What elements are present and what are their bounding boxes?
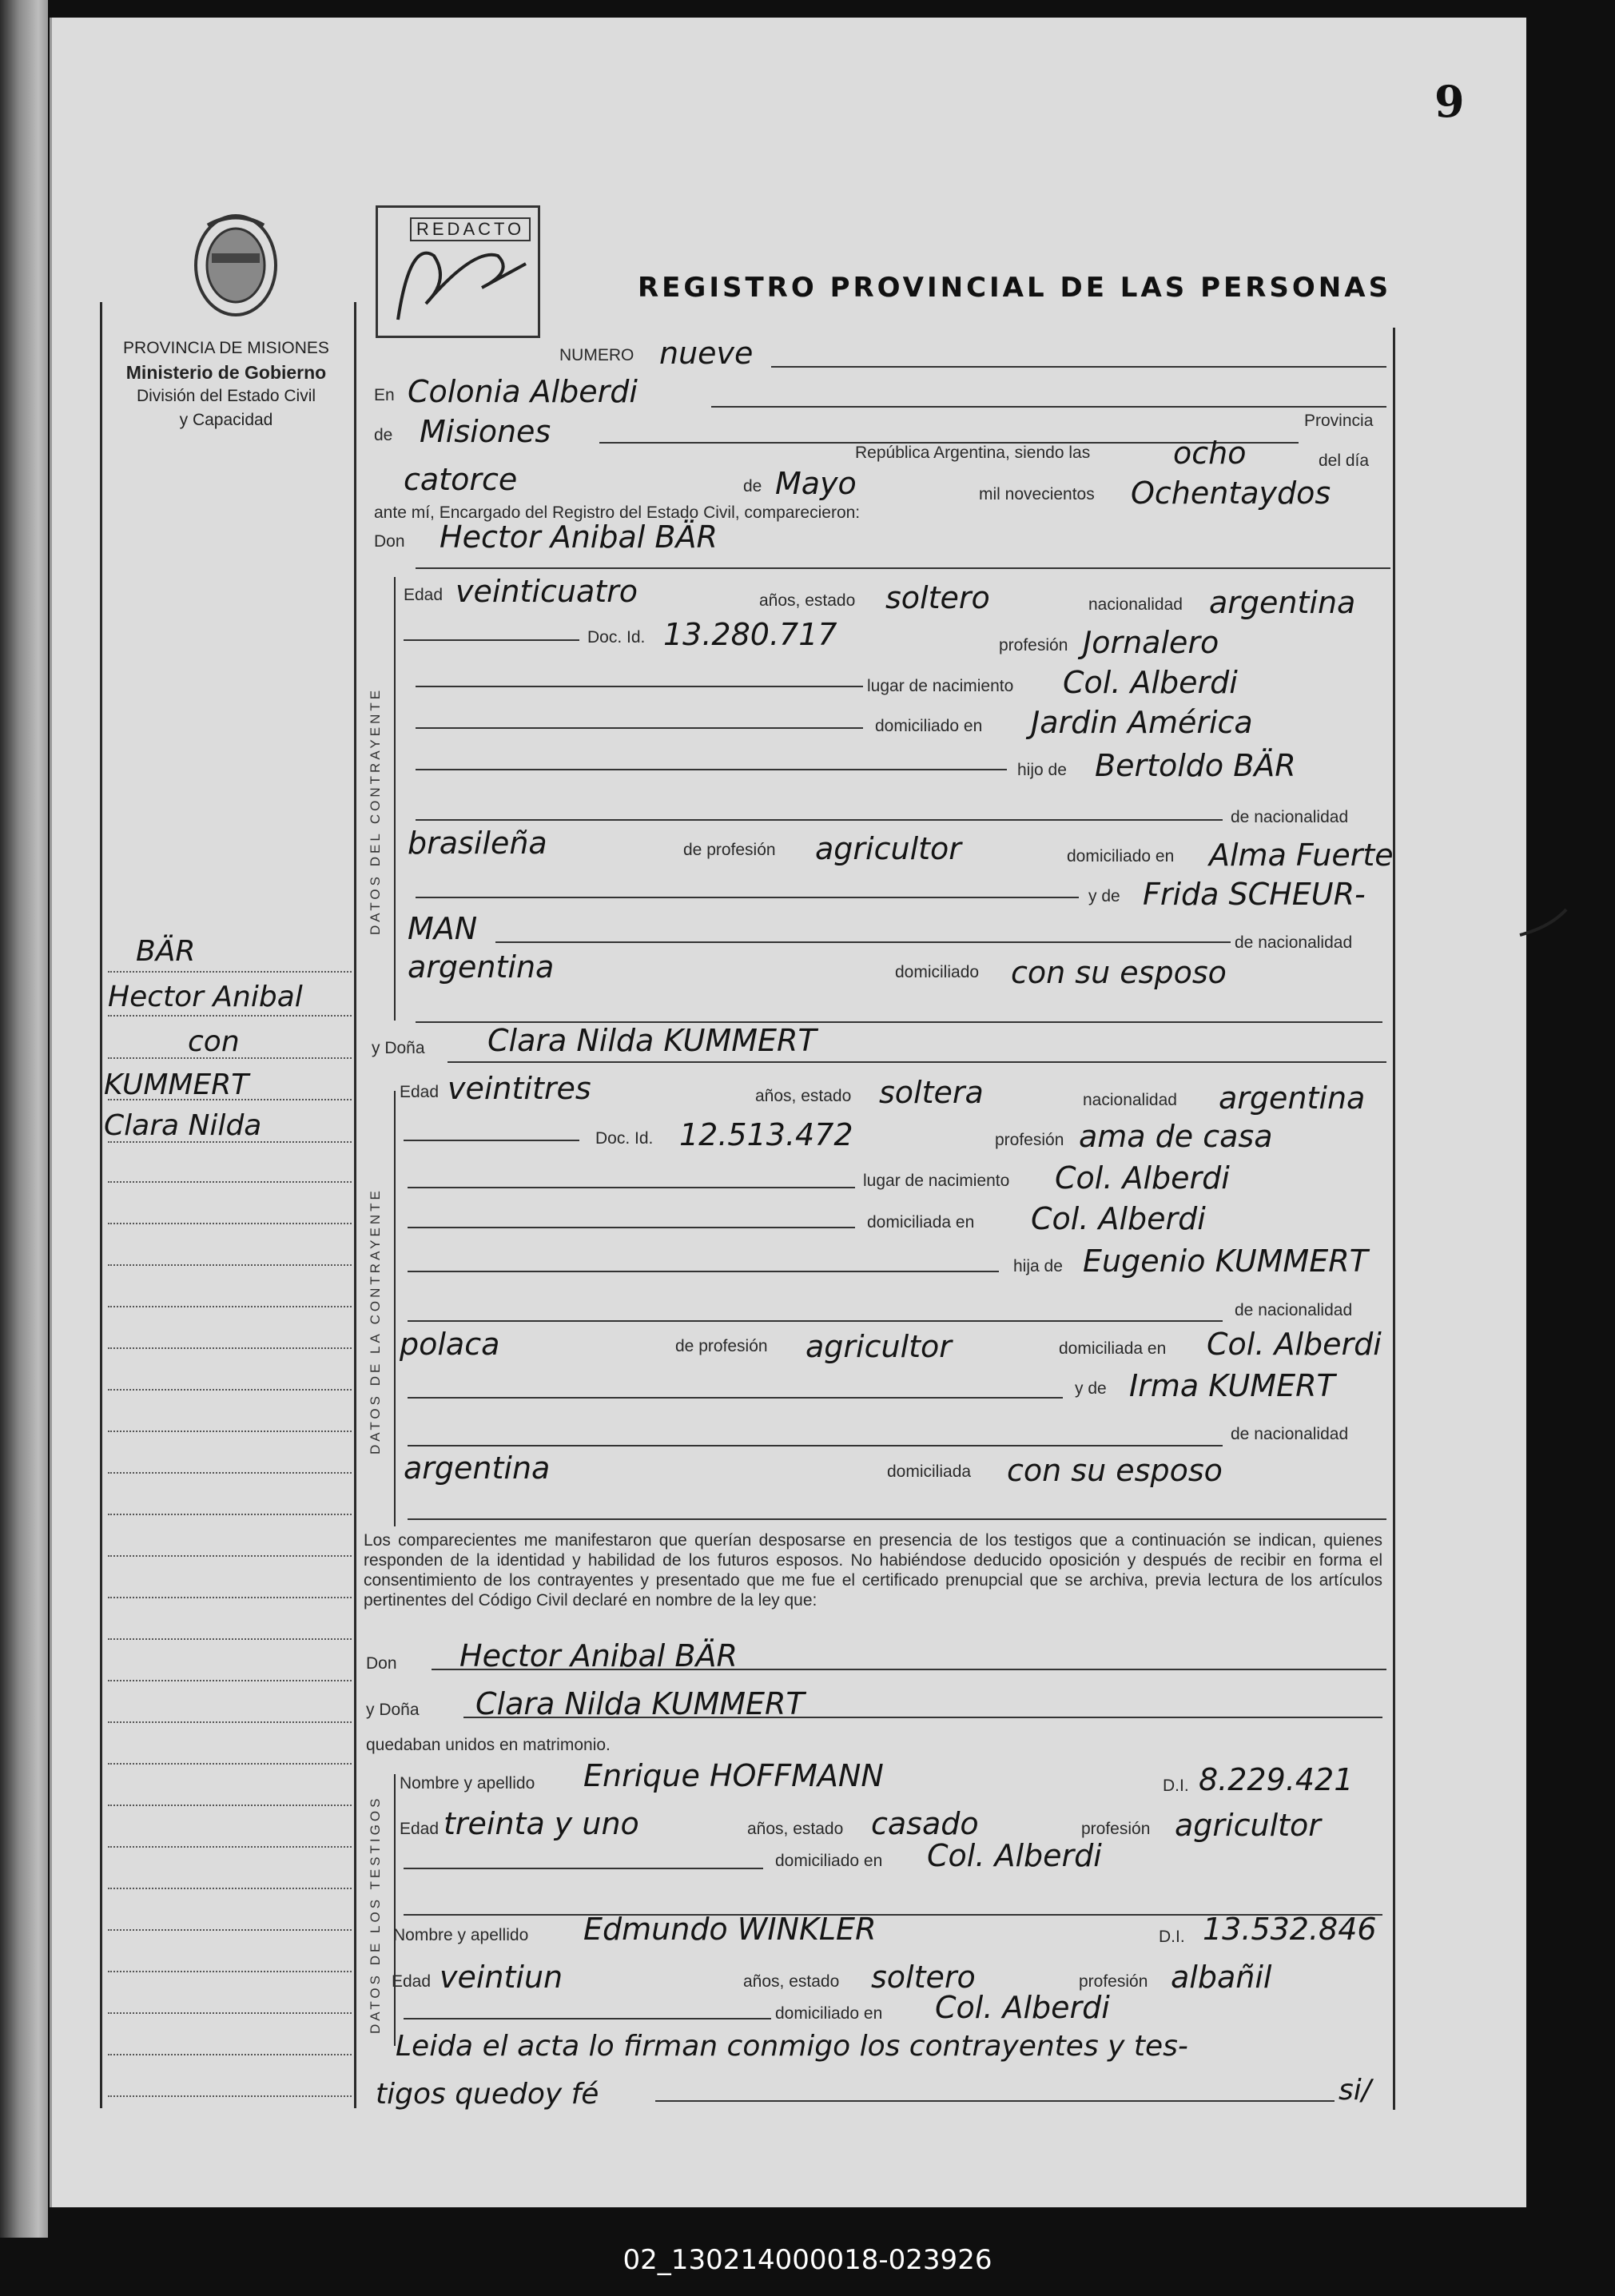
form-line — [416, 769, 1007, 770]
c1-bracket — [394, 577, 396, 1021]
t2-estado: soltero — [871, 1960, 976, 1995]
book-spine — [0, 0, 48, 2238]
provincia-value: Misiones — [420, 414, 551, 449]
decl-don-label: Don — [366, 1654, 397, 1673]
form-line — [416, 819, 1223, 821]
c1-hijo-label: hijo de — [1017, 761, 1067, 779]
t1-profesion: agricultor — [1175, 1808, 1321, 1843]
t1-anios-label: años, estado — [747, 1820, 844, 1838]
margin-rule — [108, 1389, 352, 1391]
t1-prof-label: profesión — [1081, 1820, 1151, 1838]
c2-padre-dom: Col. Alberdi — [1207, 1327, 1382, 1362]
form-line — [404, 1140, 579, 1141]
margin-annotation-name-2: Clara Nilda — [104, 1109, 262, 1142]
margin-rule — [108, 1181, 352, 1183]
t1-dom-label: domiciliado en — [775, 1852, 883, 1870]
t2-nombre: Edmundo WINKLER — [583, 1912, 877, 1947]
c2-doc-label: Doc. Id. — [595, 1129, 654, 1148]
c1-profesion: Jornalero — [1083, 625, 1219, 660]
form-line — [711, 406, 1386, 408]
form-line — [771, 366, 1386, 368]
c2-madre-nac: argentina — [404, 1450, 551, 1486]
c1-madre: Frida SCHEUR- — [1143, 877, 1366, 912]
margin-rule — [108, 1555, 352, 1557]
c2-de-nac2-label: de nacionalidad — [1231, 1425, 1349, 1443]
del-dia-label: del día — [1319, 452, 1370, 470]
margin-rule — [108, 1721, 352, 1723]
de-mes-label: de — [743, 477, 762, 495]
c2-hija-label: hija de — [1013, 1257, 1063, 1275]
provincia-label: Provincia — [1304, 412, 1374, 430]
margin-rule — [108, 1597, 352, 1598]
c1-doc-label: Doc. Id. — [587, 628, 646, 647]
c2-section-label: DATOS DE LA CONTRAYENTE — [368, 1188, 383, 1454]
c2-lugar-label: lugar de nacimiento — [863, 1172, 1010, 1190]
province-label: PROVINCIA DE MISIONES — [123, 339, 329, 357]
form-line — [416, 686, 863, 687]
c1-de-prof-label: de profesión — [683, 841, 776, 859]
provincial-seal-icon — [188, 209, 284, 321]
c2-padre-dom-label: domiciliada en — [1059, 1339, 1167, 1358]
signature-icon — [378, 208, 538, 336]
margin-annotation-con: con — [188, 1025, 240, 1058]
decl-closing: quedaban unidos en matrimonio. — [366, 1736, 611, 1754]
c2-prof-label: profesión — [995, 1131, 1064, 1149]
closing-line-1: Leida el acta lo firman conmigo los contrayentes y tes- — [396, 2030, 1188, 2063]
margin-annotation-surname: BÄR — [136, 935, 196, 968]
margin-rule — [108, 1763, 352, 1765]
c2-padre: Eugenio KUMMERT — [1083, 1244, 1368, 1279]
c2-padre-prof: agricultor — [806, 1329, 952, 1364]
form-line — [495, 941, 1231, 943]
right-border — [1393, 328, 1395, 2110]
closing-line-2: tigos quedoy fé — [376, 2078, 599, 2111]
don-label: Don — [374, 532, 405, 551]
c2-domicilio: Col. Alberdi — [1031, 1201, 1206, 1236]
c1-padre-dom-label: domiciliado en — [1067, 847, 1175, 865]
margin-rule — [108, 1929, 352, 1931]
margin-rule — [108, 2054, 352, 2055]
form-line — [448, 1061, 1386, 1063]
t1-domicilio: Col. Alberdi — [927, 1838, 1102, 1873]
c2-doc: 12.513.472 — [679, 1117, 853, 1152]
t2-edad: veintiun — [440, 1960, 563, 1995]
t2-anios-label: años, estado — [743, 1972, 840, 1991]
margin-rule — [108, 1514, 352, 1515]
testigos-bracket — [394, 1774, 396, 2046]
page-number: 9 — [1434, 76, 1465, 127]
c2-y-de-label: y de — [1075, 1379, 1107, 1398]
margin-rule — [108, 2095, 352, 2097]
division-label: División del Estado Civil — [136, 387, 316, 405]
form-line — [408, 1187, 855, 1188]
t2-prof-label: profesión — [1079, 1972, 1148, 1991]
form-line — [408, 1518, 1386, 1520]
margin-divider — [354, 302, 356, 2108]
form-line — [404, 639, 579, 641]
margin-rule — [108, 1306, 352, 1307]
mil-label: mil novecientos — [979, 485, 1095, 503]
margin-rule — [108, 1015, 352, 1017]
c1-padre-dom: Alma Fuerte — [1209, 838, 1394, 873]
redacto-stamp — [376, 205, 540, 338]
c2-edad: veintitres — [448, 1071, 591, 1106]
hora-value: ocho — [1173, 436, 1247, 471]
decl-esposo: Hector Anibal BÄR — [459, 1638, 738, 1673]
c1-dom-label: domiciliado en — [875, 717, 983, 735]
t1-nombre: Enrique HOFFMANN — [583, 1758, 884, 1793]
c1-madre-dom-label: domiciliado — [895, 963, 980, 981]
testigos-section-label: DATOS DE LOS TESTIGOS — [368, 1795, 383, 2034]
c2-lugar-nac: Col. Alberdi — [1055, 1160, 1230, 1196]
form-line — [432, 1669, 1386, 1670]
form-line — [416, 727, 863, 729]
c1-nacionalidad: argentina — [1209, 585, 1356, 620]
t1-edad: treinta y uno — [444, 1806, 639, 1841]
t2-dom-label: domiciliado en — [775, 2004, 883, 2023]
margin-rule — [108, 1971, 352, 1972]
c2-edad-label: Edad — [400, 1083, 440, 1101]
c1-anios-label: años, estado — [759, 591, 856, 610]
margin-rule — [108, 2012, 352, 2014]
decl-dona-label: y Doña — [366, 1701, 420, 1719]
margin-rule — [108, 1846, 352, 1848]
c2-profesion: ama de casa — [1079, 1119, 1273, 1154]
margin-rule — [108, 1264, 352, 1266]
mes-value: Mayo — [775, 466, 857, 501]
margin-rule — [108, 1347, 352, 1349]
c1-lugar-nac: Col. Alberdi — [1063, 665, 1238, 700]
t2-di: 13.532.846 — [1203, 1912, 1377, 1947]
t2-edad-label: Edad — [392, 1972, 432, 1991]
c1-prof-label: profesión — [999, 636, 1068, 655]
c2-madre: Irma KUMERT — [1129, 1368, 1335, 1403]
decl-esposa: Clara Nilda KUMMERT — [475, 1686, 805, 1721]
lugar-value: Colonia Alberdi — [408, 374, 638, 409]
c2-bracket — [394, 1091, 396, 1526]
t1-di-label: D.I. — [1163, 1777, 1189, 1795]
c1-doc: 13.280.717 — [663, 617, 837, 652]
c1-madre-dom: con su esposo — [1011, 955, 1227, 990]
edge-mark-icon — [1518, 903, 1582, 943]
margin-rule — [108, 1141, 352, 1143]
c1-edad: veinticuatro — [455, 574, 638, 609]
t1-di: 8.229.421 — [1199, 1762, 1354, 1797]
c1-padre: Bertoldo BÄR — [1095, 748, 1296, 783]
form-line — [404, 1868, 763, 1869]
numero-value: nueve — [659, 336, 754, 371]
de-label: de — [374, 426, 393, 444]
t2-di-label: D.I. — [1159, 1928, 1185, 1946]
declaration-text: Los comparecientes me manifestaron que querían desposarse en presencia de los testigos que a continuación se indican, quienes responden de la identidad y habilidad de los futuros esposos. No habiéndose deducido oposición y después de recibir en forma el consentimiento de los contrayentes y presentado que me fue el certificado prenupcial que se archiva, previa lectura de los artículos pertinentes del Código Civil declaré en nombre de la ley que: — [364, 1531, 1382, 1610]
en-label: En — [374, 386, 395, 404]
c1-lugar-label: lugar de nacimiento — [867, 677, 1014, 695]
anio-value: Ochentaydos — [1131, 476, 1331, 511]
t2-domicilio: Col. Alberdi — [935, 1990, 1110, 2025]
form-line — [408, 1320, 1223, 1322]
c2-dom-label: domiciliada en — [867, 1213, 975, 1232]
dona-label: y Doña — [372, 1039, 425, 1057]
c1-edad-label: Edad — [404, 586, 444, 604]
c2-estado: soltera — [879, 1075, 984, 1110]
margin-rule — [108, 1057, 352, 1059]
margin-annotation-name: Hector Anibal — [108, 981, 303, 1013]
footer-id: 02_130214000018-023926 — [623, 2244, 992, 2276]
left-border — [100, 302, 102, 2108]
ante-text: ante mí, Encargado del Registro del Estado Civil, comparecieron: — [374, 503, 861, 522]
margin-rule — [108, 1472, 352, 1474]
margin-rule — [108, 1888, 352, 1889]
form-line — [404, 2018, 771, 2019]
form-line — [655, 2100, 1335, 2102]
c1-estado: soltero — [885, 580, 990, 615]
c1-de-nac-label: de nacionalidad — [1231, 808, 1349, 826]
margin-header — [94, 336, 358, 432]
c1-madre-nac: argentina — [408, 949, 555, 985]
c2-de-nac-label: de nacionalidad — [1235, 1301, 1353, 1319]
republica-text: República Argentina, siendo las — [855, 444, 1091, 462]
form-line — [408, 1397, 1063, 1399]
form-line — [416, 897, 1079, 898]
c1-section-label: DATOS DEL CONTRAYENTE — [368, 686, 383, 935]
stamp-label: REDACTO — [410, 217, 531, 241]
t2-nombre-label: Nombre y apellido — [393, 1926, 529, 1944]
form-line — [463, 1717, 1382, 1718]
form-line — [416, 567, 1390, 569]
dia-value: catorce — [404, 462, 518, 497]
closing-suffix: si/ — [1339, 2074, 1371, 2107]
c2-madre-dom: con su esposo — [1007, 1453, 1223, 1488]
c1-nac-label: nacionalidad — [1088, 595, 1183, 614]
c2-madre-dom-label: domiciliada — [887, 1462, 972, 1481]
page-title: REGISTRO PROVINCIAL DE LAS PERSONAS — [638, 272, 1392, 304]
margin-rule — [108, 971, 352, 973]
c1-padre-nac: brasileña — [408, 826, 547, 861]
c1-domicilio: Jardin América — [1031, 705, 1253, 740]
margin-rule — [108, 1223, 352, 1224]
form-line — [408, 1445, 1223, 1446]
form-line — [408, 1271, 999, 1272]
c1-de-nac2-label: de nacionalidad — [1235, 933, 1353, 952]
ministry-label: Ministerio de Gobierno — [125, 362, 327, 383]
t1-estado: casado — [871, 1806, 979, 1841]
c1-y-de-label: y de — [1088, 887, 1120, 905]
c2-de-prof-label: de profesión — [675, 1337, 768, 1355]
form-line — [408, 1227, 855, 1228]
c2-nac-label: nacionalidad — [1083, 1091, 1177, 1109]
t1-nombre-label: Nombre y apellido — [400, 1774, 535, 1793]
division-label-2: y Capacidad — [179, 411, 273, 429]
numero-label: NUMERO — [559, 346, 634, 364]
c2-nombre: Clara Nilda KUMMERT — [487, 1023, 817, 1058]
c2-nacionalidad: argentina — [1219, 1080, 1366, 1116]
margin-rule — [108, 1431, 352, 1432]
c1-nombre: Hector Anibal BÄR — [440, 519, 718, 555]
c1-padre-prof: agricultor — [815, 831, 961, 866]
c2-padre-nac: polaca — [400, 1327, 500, 1362]
c2-anios-label: años, estado — [755, 1087, 852, 1105]
c1-madre-cont: MAN — [408, 911, 478, 946]
t1-edad-label: Edad — [400, 1820, 440, 1838]
margin-rule — [108, 1099, 352, 1100]
margin-annotation-surname-2: KUMMERT — [104, 1068, 249, 1101]
margin-rule — [108, 1680, 352, 1681]
margin-rule — [108, 1638, 352, 1640]
margin-rule — [108, 1805, 352, 1806]
t2-profesion: albañil — [1171, 1960, 1272, 1995]
